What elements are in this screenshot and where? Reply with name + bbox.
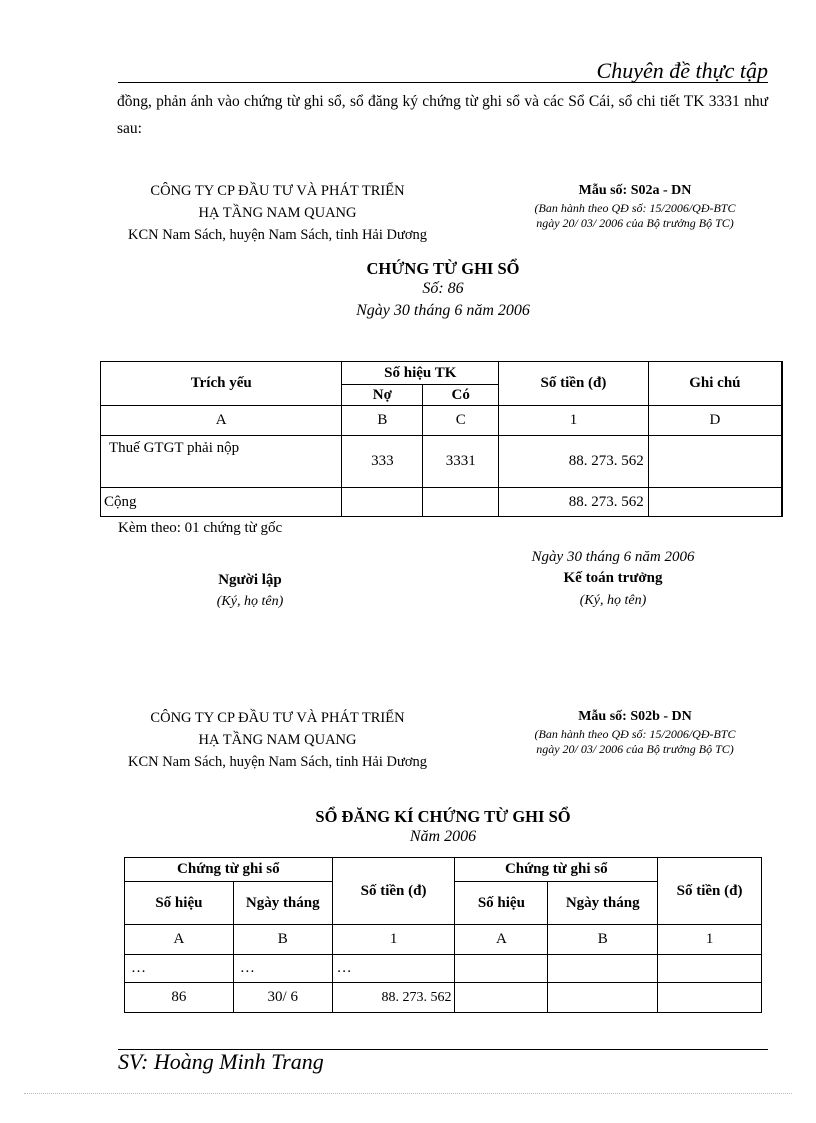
header-rule — [118, 82, 768, 83]
header-summary: Trích yếu — [101, 362, 342, 406]
register-table — [124, 857, 762, 1013]
empty-cell — [648, 488, 782, 517]
header-amount-right: Số tiền (đ) — [658, 858, 762, 925]
ellipsis-cell: … — [233, 955, 332, 983]
row-amount: 88. 273. 562 — [499, 436, 649, 488]
intro-paragraph: đồng, phản ánh vào chứng từ ghi sổ, sổ đăng ký chứng từ ghi sổ và các Sổ Cái, sổ chi tiết TK 3331 như sau: — [117, 93, 768, 137]
company-block-2 — [90, 707, 465, 773]
register-title: SỔ ĐĂNG KÍ CHỨNG TỪ GHI SỔ — [315, 807, 571, 826]
form-code: Mẫu số: S02a - DN — [578, 183, 692, 198]
empty-cell — [342, 488, 423, 517]
table-row — [125, 925, 762, 955]
header-date-right: Ngày tháng — [548, 882, 658, 925]
chief-accountant-title: Kế toán trưởng — [563, 570, 663, 586]
code-cell: B — [548, 925, 658, 955]
form-info-2 — [500, 707, 770, 757]
decree-line2: ngày 20/ 03/ 2006 của Bộ trưởng Bộ TC) — [536, 742, 734, 756]
company-address: KCN Nam Sách, huyện Nam Sách, tỉnh Hải Dương — [127, 227, 428, 243]
code-cell: B — [342, 406, 423, 436]
form-info-1 — [500, 181, 770, 231]
code-cell: 1 — [499, 406, 649, 436]
form-code: Mẫu số: S02b - DN — [578, 709, 692, 724]
decree-line2: ngày 20/ 03/ 2006 của Bộ trưởng Bộ TC) — [536, 216, 734, 230]
header-note: Ghi chú — [648, 362, 782, 406]
code-cell: A — [455, 925, 548, 955]
page-bottom-rule — [24, 1093, 792, 1094]
empty-cell — [423, 488, 499, 517]
voucher-number: Số: 86 — [422, 280, 464, 297]
decree-line1: (Ban hành theo QĐ số: 15/2006/QĐ-BTC — [534, 201, 736, 215]
ellipsis-cell: … — [125, 955, 234, 983]
total-label: Cộng — [101, 488, 342, 517]
table-row — [101, 488, 783, 517]
header-number-right: Số hiệu — [455, 882, 548, 925]
table-row — [125, 983, 762, 1013]
decree-line1: (Ban hành theo QĐ số: 15/2006/QĐ-BTC — [534, 727, 736, 741]
header-group-left: Chứng từ ghi sổ — [125, 858, 333, 882]
header-title: Chuyên đề thực tập — [596, 58, 768, 83]
code-cell: C — [423, 406, 499, 436]
voucher-table — [100, 361, 783, 517]
company-block-1 — [90, 180, 465, 246]
row-summary: Thuế GTGT phải nộp — [101, 436, 342, 488]
code-cell: 1 — [658, 925, 762, 955]
table-row — [125, 955, 762, 983]
header-number-left: Số hiệu — [125, 882, 234, 925]
voucher-date: Ngày 30 tháng 6 năm 2006 — [356, 302, 530, 319]
row-note — [648, 436, 782, 488]
preparer-title: Người lập — [218, 572, 282, 588]
empty-cell — [548, 955, 658, 983]
empty-cell — [548, 983, 658, 1013]
code-cell: A — [125, 925, 234, 955]
company-line2: HẠ TẦNG NAM QUANG — [198, 205, 357, 221]
sign-date: Ngày 30 tháng 6 năm 2006 — [531, 549, 695, 565]
header-account: Số hiệu TK — [342, 362, 499, 385]
empty-cell — [658, 983, 762, 1013]
header-credit: Có — [423, 385, 499, 406]
code-cell: B — [233, 925, 332, 955]
register-year: Năm 2006 — [409, 828, 477, 845]
empty-cell — [455, 955, 548, 983]
preparer-note: (Ký, họ tên) — [216, 594, 284, 609]
header-group-right: Chứng từ ghi sổ — [455, 858, 658, 882]
company-address: KCN Nam Sách, huyện Nam Sách, tỉnh Hải Dương — [127, 754, 428, 770]
empty-cell — [658, 955, 762, 983]
row-credit: 3331 — [423, 436, 499, 488]
table-row — [101, 436, 783, 488]
row-date: 30/ 6 — [233, 983, 332, 1013]
header-amount-left: Số tiền (đ) — [332, 858, 455, 925]
code-cell: 1 — [332, 925, 455, 955]
row-amount: 88. 273. 562 — [332, 983, 455, 1013]
company-line1: CÔNG TY CP ĐẦU TƯ VÀ PHÁT TRIỂN — [150, 183, 405, 199]
header-amount: Số tiền (đ) — [499, 362, 649, 406]
company-line2: HẠ TẦNG NAM QUANG — [198, 732, 357, 748]
attached-docs: Kèm theo: 01 chứng từ gốc — [118, 520, 283, 536]
ellipsis-cell: … — [332, 955, 455, 983]
footer-student: SV: Hoàng Minh Trang — [118, 1049, 324, 1074]
row-debit: 333 — [342, 436, 423, 488]
chief-accountant-note: (Ký, họ tên) — [579, 593, 647, 608]
company-line1: CÔNG TY CP ĐẦU TƯ VÀ PHÁT TRIỂN — [150, 710, 405, 726]
total-amount: 88. 273. 562 — [499, 488, 649, 517]
header-debit: Nợ — [342, 385, 423, 406]
voucher-title: CHỨNG TỪ GHI SỔ — [366, 259, 520, 278]
table-row — [101, 406, 783, 436]
code-cell: D — [648, 406, 782, 436]
header-date-left: Ngày tháng — [233, 882, 332, 925]
code-cell: A — [101, 406, 342, 436]
empty-cell — [455, 983, 548, 1013]
row-number: 86 — [125, 983, 234, 1013]
